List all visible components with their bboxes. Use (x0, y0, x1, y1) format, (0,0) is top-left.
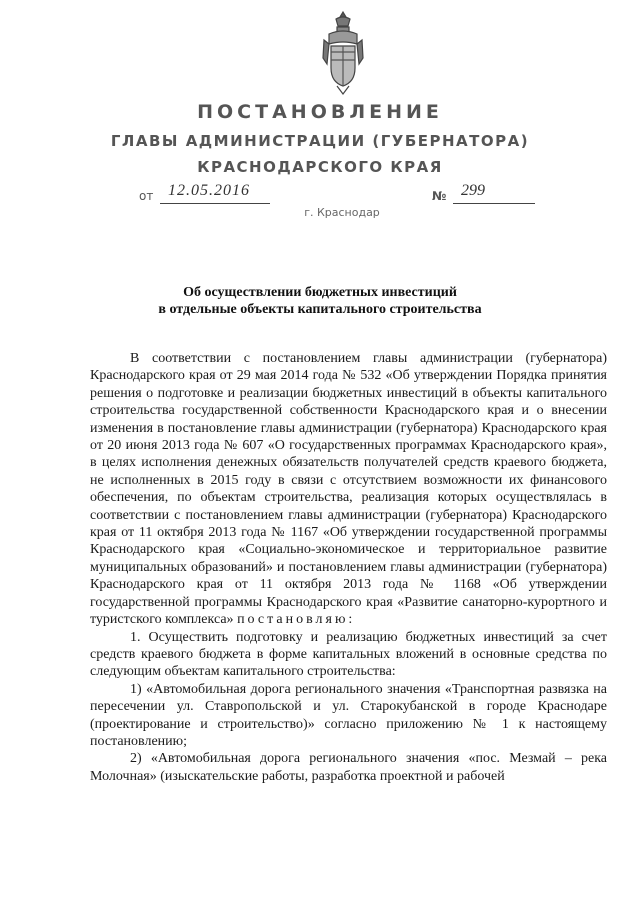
resolve-word: постановляю: (237, 612, 356, 628)
preamble-paragraph (90, 350, 607, 629)
number-field (453, 183, 535, 204)
item-1-paragraph: 1. Осуществить подготовку и реализацию бюджетных инвестиций за счет средств краевого бюджета в форме капитальных вложений в основные средства по следующим объектам капитального строительства: (90, 629, 607, 680)
handwritten-date: 12.05.2016 (168, 182, 250, 199)
handwritten-number: 299 (461, 182, 485, 199)
item-1-1-paragraph: 1) «Автомобильная дорога регионального значения «Транспортная развязка на пересечении ул. Ставропольской и ул. Старокубанской в городе Краснодаре (проектирование и строительство)» согласно приложению № 1 к настоящему постановлению; (90, 681, 607, 749)
date-field (160, 183, 270, 204)
title-line-2: в отдельные объекты капитального строительства (158, 302, 482, 317)
document-title (0, 284, 640, 318)
city-line: г. Краснодар (304, 206, 380, 219)
item-1-2-paragraph: 2) «Автомобильная дорога регионального значения «пос. Мезмай – река Молочная» (изыскательские работы, разработка проектной и рабочей (90, 751, 607, 784)
date-prefix: от (139, 189, 154, 203)
preamble-text: В соответствии с постановлением главы администрации (губернатора) Краснодарского края от 29 мая 2014 года № 532 «Об утверждении Порядка принятия решения о подготовке и реализации бюджетных инвестиций в объекты капитального строительства государственной собственности Краснодарского края и о внесении изменения в постановление главы администрации (губернатора) Краснодарского края от 20 июня 2013 года № 607 «О государственных программах Краснодарского края», в целях исполнения денежных обязательств получателей средств краевого бюджета, не исполненных в 2015 году в связи с отсутствием возможности их финансового обеспечения, по объектам строительства, реализация которых осуществлялась в соответствии с постановлением главы администрации (губернатора) Краснодарского края от 11 октября 2013 года № 1167 «Об утверждении государственной программы Краснодарского края «Социально-экономическое и территориальное развитие муниципальных образований» и постановлением главы администрации (губернатора) Краснодарского края от 11 октября 2013 года № 1168 «Об утверждении государственной программы Краснодарского края «Развитие санаторно-курортного и туристского комплекса» (90, 351, 607, 628)
issuer-heading: ГЛАВЫ АДМИНИСТРАЦИИ (ГУБЕРНАТОРА) (110, 132, 530, 150)
region-heading: КРАСНОДАРСКОГО КРАЯ (197, 158, 443, 176)
number-prefix: № (432, 189, 447, 203)
krasnodar-coat-of-arms (321, 10, 365, 96)
document-body (90, 350, 607, 785)
date-number-row (0, 183, 640, 207)
document-type-heading: ПОСТАНОВЛЕНИЕ (197, 101, 443, 123)
title-line-1: Об осуществлении бюджетных инвестиций (183, 285, 457, 300)
